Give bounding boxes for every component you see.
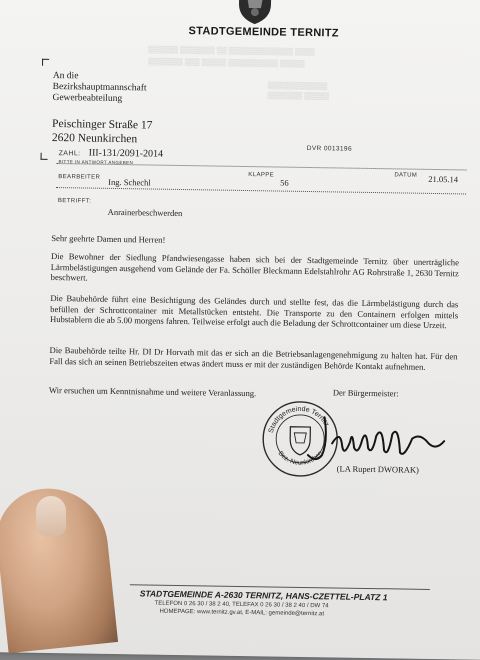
signature-role: Der Bürgermeister: <box>332 387 399 399</box>
zahl-label: ZAHL: <box>58 150 81 158</box>
klappe-value: 56 <box>280 177 289 188</box>
recipient-street: Peischinger Straße 17 <box>52 117 153 132</box>
show-through-text: ▒▒▒▒▒▒ ▒▒▒▒▒▒▒ ▒▒ ▒▒▒▒▒▒▒▒▒▒▒▒▒ ▒▒▒▒ <box>148 46 315 57</box>
divider <box>56 163 466 170</box>
betreff-value: Anrainerbeschwerden <box>107 206 183 219</box>
municipal-crest-icon <box>235 0 276 26</box>
recipient-line2: Bezirkshauptmannschaft <box>52 81 147 94</box>
paragraph-2: Die Baubehörde führt eine Besichtigung des Geländes durch und stellte fest, das die Lärmbelästigung durch das befüllen der Schrottcontainer mit Metallstücken entsteht. Die Transporte zu den Containern erfolgen mittels Hubstablern die ab 5.00 morgens fahren. Teilweise erfolgt auch die Beladung der Schrottcontainer um diese Urzeit. <box>49 292 459 331</box>
betreff-label: BETRIFFT: <box>57 198 92 205</box>
handwritten-signature <box>304 411 455 467</box>
footer-web: HOMEPAGE: www.ternitz.gv.at, E-MAIL: gemeinde@ternitz.at <box>159 608 325 618</box>
klappe-label: KLAPPE <box>248 172 275 179</box>
letterhead-title: STADTGEMEINDE TERNITZ <box>188 25 339 40</box>
address-window-mark <box>42 59 49 66</box>
recipient-line1: An die <box>52 70 79 82</box>
show-through-text: ▒▒▒▒▒▒▒▒▒▒▒▒ <box>267 82 328 91</box>
recipient-city: 2620 Neunkirchen <box>51 131 138 146</box>
stamp-top-text: Stadtgemeinde Ternitz <box>267 405 330 434</box>
zahl-note: BITTE IN ANTWORT ANGEBEN <box>58 159 134 166</box>
datum-label: DATUM <box>394 172 418 179</box>
datum-value: 21.05.14 <box>428 173 459 185</box>
show-through-text: ▒▒▒▒▒▒▒ ▒▒▒▒▒ <box>267 92 330 101</box>
stamp-bottom-text: Bez. Neunkirchen <box>276 449 324 467</box>
zahl-value: III-131/2091-2014 <box>88 147 164 160</box>
paragraph-1: Die Bewohner der Siedlung Pfandwiesengasse haben sich bei der Stadtgemeinde Ternitz über unerträgliche Lärmbelästigungen ausgehend vom Gelände der Fa. Schöller Bleckmann Edelstahlrohr AG Rohrstraße 1, 2630 Ternitz beschwert. <box>50 250 460 283</box>
address-window-mark <box>41 153 48 160</box>
footer-address: STADTGEMEINDE A-2630 TERNITZ, HANS-CZETTEL-PLATZ 1 <box>139 588 388 603</box>
show-through-text: ▒▒▒▒▒▒▒ ▒▒▒ ▒▒▒▒▒ ▒▒▒▒▒▒▒▒▒▒ ▒▒▒▒▒ <box>148 58 305 68</box>
divider <box>56 187 466 194</box>
paragraph-4: Wir ersuchen um Kenntnisnahme und weitere Veranlassung. <box>48 384 257 399</box>
signatory-name: (LA Rupert DWORAK) <box>336 463 419 475</box>
thumb-nail <box>36 496 66 536</box>
bearbeiter-label: BEARBEITER <box>58 174 101 181</box>
footer-phone: TELEFON 0 26 30 / 38 2 40, TELEFAX 0 26 30 / 38 2 40 / DW 74 <box>154 600 329 610</box>
dvr-number: DVR 0013196 <box>306 144 353 153</box>
bearbeiter-value: Ing. Schechl <box>108 176 151 188</box>
recipient-line3: Gewerbeabteilung <box>52 92 123 105</box>
paragraph-3: Die Baubehörde teilte Hr. DI Dr Horvath mit das er sich an die Betriebsanlagengenehmigung zu halten hat. Für den Fall das sich an seinen Betriebszeiten etwas ändert muss er mit der zuständigen Behörde Kontakt aufnehmen. <box>49 344 458 372</box>
salutation: Sehr geehrte Damen und Herren! <box>51 232 166 245</box>
